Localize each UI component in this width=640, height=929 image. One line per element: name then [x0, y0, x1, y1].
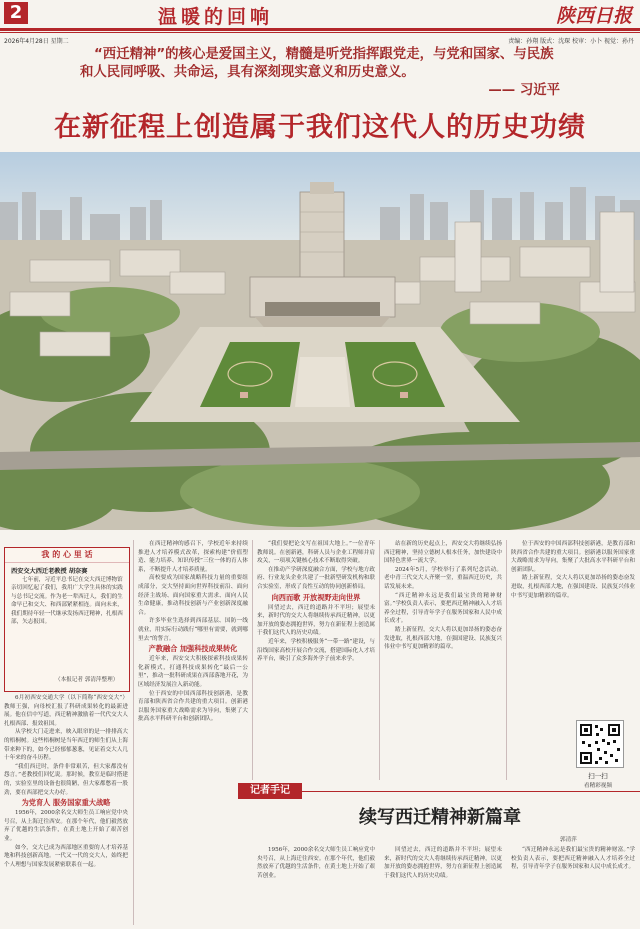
staff-line: 责编：孙翔 版式：沈琛 校审：小卜 视觉：孙丹	[508, 38, 634, 45]
section-subhead: 产教融合 加强科技成果转化	[148, 644, 238, 654]
paragraph: “西迁精神永远是我们最宝贵的精神财富。”学校负责人表示，要把西迁精神融入人才培养全过程，引导青年学子在服务国家和人民中成长成才。	[384, 592, 502, 625]
paragraph: “我们西迁时，条件非常艰苦，但大家都没有怨言。”老教授们回忆说。那时候，教室是临时搭建的，实验室里的设备也很简陋，但大家都憋着一股劲，要在西部把交大办好。	[4, 763, 128, 796]
note-column-3	[511, 846, 635, 924]
qr-caption: 扫一扫	[588, 772, 608, 780]
date-line: 2026年4月28日 星期二	[4, 38, 69, 45]
column-divider	[252, 540, 253, 780]
masthead-logo: 陕西日报	[555, 5, 632, 27]
header-rule-thin	[0, 32, 640, 33]
article-column-2	[138, 540, 248, 925]
section-subhead: 向西而歌 开放视野走向世界	[271, 592, 361, 602]
paragraph: 从学校大门走进来，映入眼帘的是一排排高大的梧桐树。这些梧桐树是当年西迁的师生们从上海带来种下的，如今已经郁郁葱葱，见证着交大人几十年来的奋斗历程。	[4, 729, 128, 762]
article-column-5	[511, 540, 635, 710]
qr-code[interactable]	[576, 720, 624, 768]
column-divider	[379, 540, 380, 780]
paragraph: 站在新的历史起点上，西安交大将继续弘扬西迁精神，坚持立德树人根本任务，加快建设中国特色世界一流大学。	[384, 541, 502, 565]
note-author: 郭清萍	[560, 837, 577, 843]
header-rule	[0, 28, 640, 31]
section-title: 温暖的回响	[158, 6, 274, 28]
paragraph: 在西迁精神的感召下，学校近年来持续推进人才培养模式改革，探索构建“价值塑造、能力培养、知识传授”三位一体的育人体系，不断提升人才培养质量。	[138, 541, 248, 573]
section-subhead: 为党育人 服务国家重大战略	[21, 798, 111, 808]
page-number: 2	[4, 2, 28, 24]
leader-quote: “西迁精神”的核心是爱国主义，精髓是听党指挥跟党走，与党和国家、与民族和人民同呼吸、共命运，具有深刻现实意义和历史意义。	[80, 47, 554, 80]
qr-subcaption: 看精彩视频	[584, 783, 612, 789]
column-divider	[133, 540, 134, 925]
paragraph: 如今，交大已成为西部地区重要的人才培养基地和科技创新高地。一代又一代的交大人，始终把个人理想与国家发展紧密联系在一起。	[4, 844, 128, 868]
paragraph: 近年来，西安交大积极探索科技成果转化新模式，打通科技成果转化“最后一公里”，推动一批科研成果在西部落地开花，为区域经济发展注入新动能。	[138, 656, 248, 688]
paragraph: 位于西安的中国西部科技创新港，是教育部和陕西省合作共建的重大项目。创新港以服务国家重大战略需求为导向，集聚了大批高水平科研平台和创新团队。	[138, 690, 248, 723]
article-column-3	[257, 540, 375, 778]
paragraph: 近年来，学校积极服务“一带一路”建设，与沿线国家高校开展合作交流，搭建国际化人才培养平台，吸引了众多海外学子前来求学。	[257, 638, 375, 663]
paragraph: 1956年，2000余名交大师生员工响应党中央号召，从上海迁往西安。在那个年代，他们毅然放弃了优越的生活条件，在黄土地上开始了艰苦创业。	[4, 810, 128, 842]
paragraph: 踏上新征程，交大人将以更加昂扬的姿态奋发进取，扎根西部大地，在强国建设、民族复兴伟业中书写更加精彩的篇章。	[384, 626, 502, 651]
paragraph: “西迁精神永远是我们最宝贵的精神财富。”学校负责人表示，要把西迁精神融入人才培养全过程，引导青年学子在服务国家和人民中成长成才。	[511, 847, 635, 871]
column-divider	[506, 540, 507, 780]
sidebar-title: 我 的 心 里 话	[5, 548, 129, 563]
article-column-4	[384, 540, 502, 778]
paragraph: 1956年，2000余名交大师生员工响应党中央号召，从上海迁往西安。在那个年代，他们毅然放弃了优越的生活条件，在黄土地上开始了艰苦创业。	[257, 847, 375, 879]
paragraph: 回望过去，西迁的道路并不平坦；展望未来，新时代的交大人将继续传承西迁精神，以更加开放的姿态拥抱世界，努力在新征程上创造属于我们这代人的历史功绩。	[257, 604, 375, 637]
paragraph: 回望过去，西迁的道路并不平坦；展望未来，新时代的交大人将继续传承西迁精神，以更加开放的姿态拥抱世界，努力在新征程上创造属于我们这代人的历史功绩。	[384, 847, 502, 879]
note-column-1	[257, 846, 375, 924]
note-column-2	[384, 846, 502, 924]
paragraph: 位于西安的中国西部科技创新港，是教育部和陕西省合作共建的重大项目。创新港以服务国家重大战略需求为导向，集聚了大批高水平科研平台和创新团队。	[511, 541, 635, 573]
quote-author: —— 习近平	[488, 83, 560, 98]
sidebar-credit: （本报记者 郭清萍整理）	[55, 677, 119, 683]
sidebar-body: 七年前，习近平总书记在交大西迁博物馆亲切回忆起了我们，我用广大学生具体的实践与总书记交流。作为老一辈西迁人，我们的生命早已和交大、和西部紧紧相连。面向未来，我们期待年轻一代继承发扬西迁精神，扎根西部，矢志报国。	[11, 577, 123, 626]
sidebar-box	[4, 547, 130, 692]
paragraph: 6月初西安交通大学（以下简称“西安交大”）教师王强，向母校汇报了科研成果转化的最新进展。他在信中写道，西迁精神激励着一代代交大人扎根西部、报效祖国。	[4, 695, 128, 727]
article-column-1	[4, 694, 128, 924]
paragraph: 在推动产学研深度融合方面，学校与地方政府、行业龙头企业共建了一批新型研发机构和联合实验室，形成了良性互动的协同创新格局。	[257, 566, 375, 590]
paragraph: 2024年5月，学校举行了系列纪念活动。老中青三代交大人齐聚一堂，重温西迁历史，共话发展未来。	[384, 566, 502, 590]
main-headline: 在新征程上创造属于我们这代人的历史功绩	[54, 112, 586, 143]
sidebar-subtitle: 西安交大西迁老教授 胡奈赛	[11, 568, 88, 575]
paragraph: “我们要把论文写在祖国大地上。”一位青年教师说。在创新港，科研人员与企业工程师并肩攻关，一项项关键核心技术不断取得突破。	[257, 541, 375, 565]
campus-aerial-photo	[0, 152, 640, 530]
paragraph: 高校要成为国家战略科技力量的重要组成部分，交大坚持面向世界科技前沿、面向经济主战场、面向国家重大需求、面向人民生命健康，推动科技创新与产业创新深度融合。	[138, 575, 248, 616]
paragraph: 踏上新征程，交大人将以更加昂扬的姿态奋发进取，扎根西部大地，在强国建设、民族复兴伟业中书写更加精彩的篇章。	[511, 575, 635, 599]
note-label: 记者手记	[238, 783, 302, 799]
paragraph: 许多毕业生选择到西部基层、国防一线就业，用实际行动践行“哪里有需要，就到哪里去”的誓言。	[138, 618, 248, 642]
note-headline: 续写西迁精神新篇章	[359, 807, 521, 828]
